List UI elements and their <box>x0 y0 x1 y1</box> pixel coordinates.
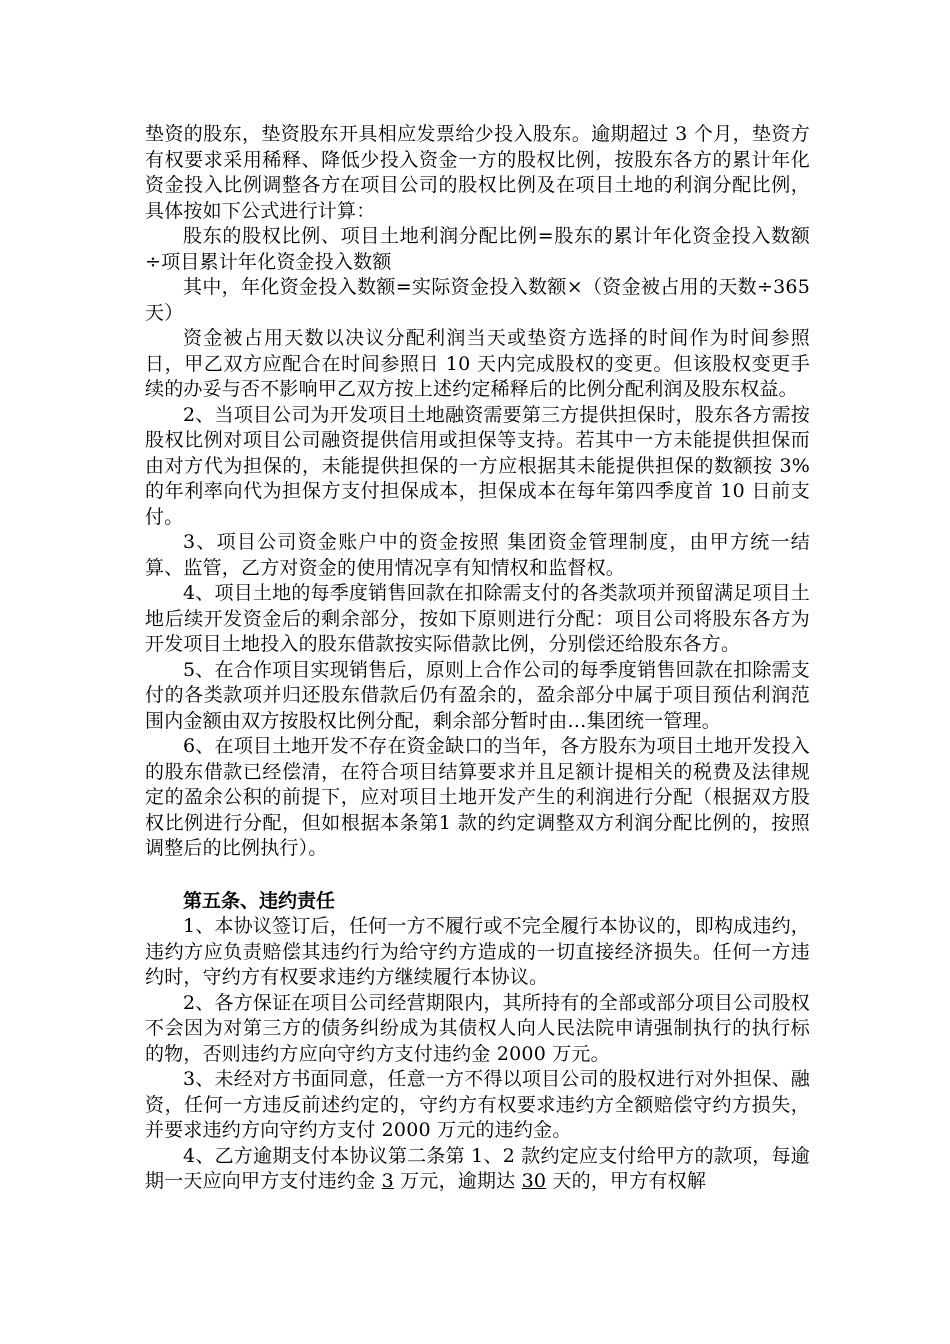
breach-4-text-b: 万元，逾期达 <box>393 1170 522 1192</box>
paragraph-formula-annualized: 其中，年化资金投入数额=实际资金投入数额×（资金被占用的天数÷365 天） <box>145 276 810 324</box>
paragraph-formula-ratio: 股东的股权比例、项目土地利润分配比例=股东的累计年化资金投入数额÷项目累计年化资金投入数额 <box>145 225 810 273</box>
paragraph-reference-date: 资金被占用天数以决议分配利润当天或垫资方选择的时间作为时间参照日，甲乙双方应配合在时间参照日 10 天内完成股权的变更。但该股权变更手续的办妥与否不影响甲乙双方按上述约定稀释后的比例分配利润及股东权益。 <box>145 327 810 400</box>
breach-4-text-a: 4、乙方逾期支付本协议第二条第 1、2 款约定应支付给甲方的款项，每逾期一天应向甲方支付违约金 <box>145 1144 810 1192</box>
paragraph-clause-2-guarantee: 2、当项目公司为开发项目土地融资需要第三方提供担保时，股东各方需按股权比例对项目公司融资提供信用或担保等支持。若其中一方未能提供担保而由对方代为担保的，未能提供担保的一方应根据其未能提供担保的数额按 3%的年利率向代为担保方支付担保成本，担保成本在每年第四季度首 10 日前支付。 <box>145 403 810 528</box>
paragraph-breach-2: 2、各方保证在项目公司经营期限内，其所持有的全部或部分项目公司股权不会因为对第三方的债务纠纷成为其债权人向人民法院申请强制执行的执行标的物，否则违约方应向守约方支付违约金 2000 万元。 <box>145 991 810 1065</box>
section-heading-breach-liability: 第五条、违约责任 <box>183 889 336 912</box>
paragraph-clause-6-profit-distribution: 6、在项目土地开发不存在资金缺口的当年，各方股东为项目土地开发投入的股东借款已经偿清，在符合项目结算要求并且足额计提相关的税费及法律规定的盈余公积的前提下，应对项目土地开发产生的利润进行分配（根据双方股权比例进行分配，但如根据本条第1 款的约定调整双方利润分配比例的，按照调整后的比例执行）。 <box>145 735 810 859</box>
breach-4-text-c: 天的，甲方有权解 <box>546 1170 707 1192</box>
paragraph-dilution-intro: 垫资的股东，垫资股东开具相应发票给少投入股东。逾期超过 3 个月，垫资方有权要求采用稀释、降低少投入资金一方的股权比例，按股东各方的累计年化资金投入比例调整各方在项目公司的股权比例及在项目土地的利润分配比例，具体按如下公式进行计算： <box>145 123 810 222</box>
paragraph-clause-3-fund-account: 3、项目公司资金账户中的资金按照 集团资金管理制度，由甲方统一结算、监管，乙方对资金的使用情况享有知情权和监督权。 <box>145 531 810 579</box>
paragraph-breach-3: 3、未经对方书面同意，任意一方不得以项目公司的股权进行对外担保、融资，任何一方违反前述约定的，守约方有权要求违约方全额赔偿守约方损失，并要求违约方向守约方支付 2000 万元的违约金。 <box>145 1068 810 1141</box>
overdue-days: 30 <box>521 1170 547 1192</box>
paragraph-clause-5-surplus: 5、在合作项目实现销售后，原则上合作公司的每季度销售回款在扣除需支付的各类款项并归还股东借款后仍有盈余的，盈余部分中属于项目预估利润范围内金额由双方按股权比例分配，剩余部分暂时由…集团统一管理。 <box>145 658 810 732</box>
document-body <box>145 122 810 1195</box>
penalty-amount: 3 <box>381 1170 394 1192</box>
paragraph-clause-4-sales-proceeds: 4、项目土地的每季度销售回款在扣除需支付的各类款项并预留满足项目土地后续开发资金后的剩余部分，按如下原则进行分配：项目公司将股东各方为开发项目土地投入的股东借款按实际借款比例，分别偿还给股东各方。 <box>145 582 810 655</box>
paragraph-breach-4 <box>145 1144 810 1195</box>
paragraph-breach-1: 1、本协议签订后，任何一方不履行或不完全履行本协议的，即构成违约，违约方应负责赔偿其违约行为给守约方造成的一切直接经济损失。任何一方违约时，守约方有权要求违约方继续履行本协议。 <box>145 915 810 988</box>
